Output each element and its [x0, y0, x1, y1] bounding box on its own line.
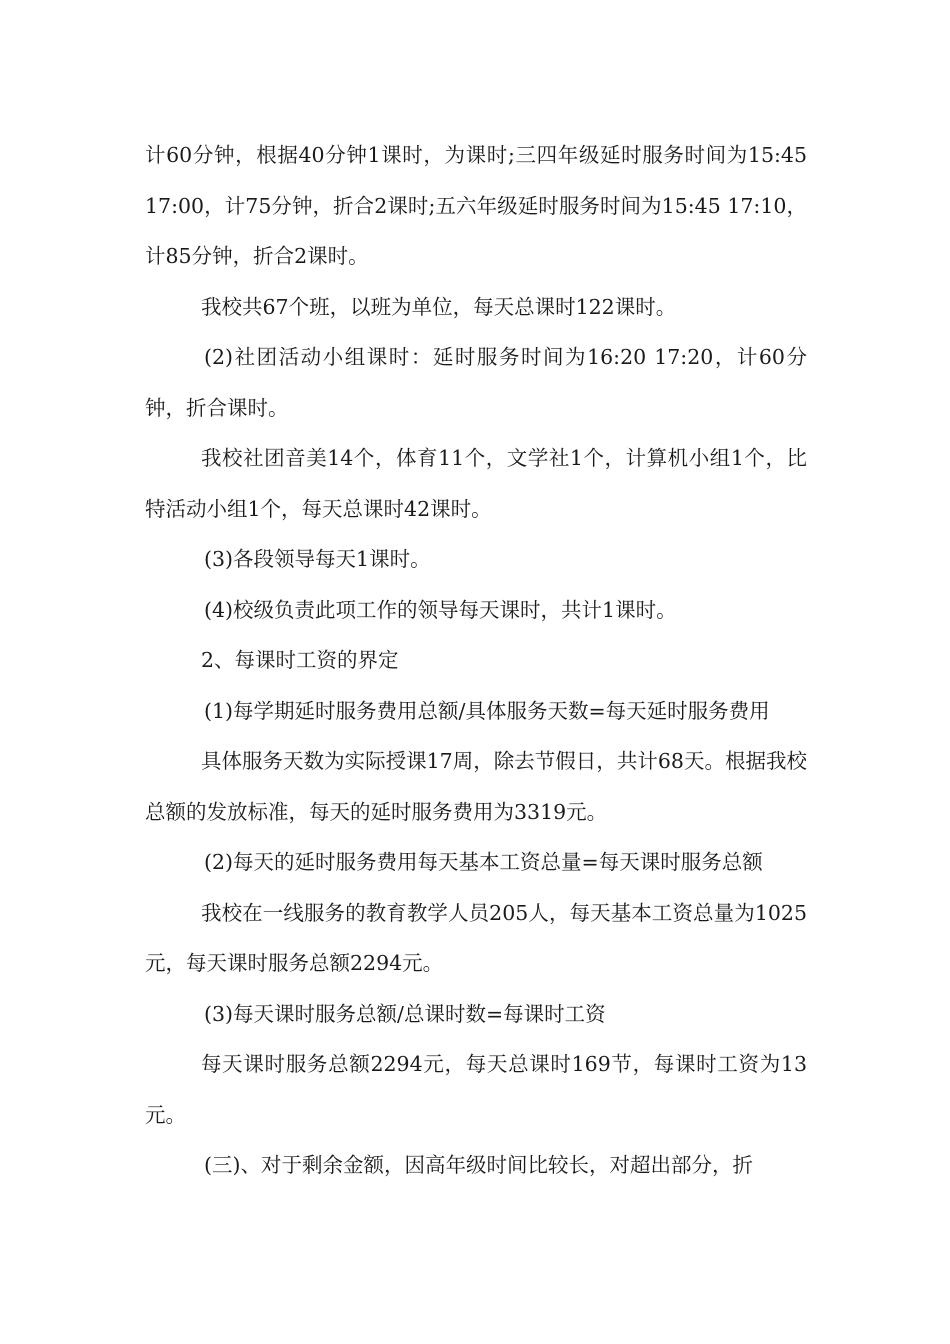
paragraph-class-hours-continued: 计60分钟，根据40分钟1课时，为课时;三四年级延时服务时间为15:45 17:00，计75分钟，折合2课时;五六年级延时服务时间为15:45 17:10，计85分钟，折合2课时。: [145, 143, 807, 268]
paragraph-total-classes: 我校共67个班，以班为单位，每天总课时122课时。: [201, 294, 677, 319]
paragraph-section-leaders: (3)各段领导每天1课时。: [204, 547, 431, 571]
paragraph-service-days: 具体服务天数为实际授课17周，除去节假日，共计68天。根据我校总额的发放标准，每天的延时服务费用为3319元。: [145, 749, 807, 824]
paragraph-school-leaders: (4)校级负责此项工作的领导每天课时，共计1课时。: [204, 597, 677, 622]
heading-wage-definition: 2、每课时工资的界定: [201, 648, 399, 672]
paragraph-formula-daily-total: (2)每天的延时服务费用每天基本工资总量=每天课时服务总额: [204, 850, 763, 874]
paragraph-club-hours: (2)社团活动小组课时：延时服务时间为16:20 17:20，计60分钟，折合课时。: [145, 345, 807, 420]
paragraph-hourly-wage-result: 每天课时服务总额2294元，每天总课时169节，每课时工资为13元。: [145, 1052, 807, 1127]
paragraph-club-count: 我校社团音美14个，体育11个，文学社1个，计算机小组1个，比特活动小组1个，每天总课时42课时。: [145, 446, 807, 521]
document-body: [145, 130, 807, 1191]
paragraph-remaining-amount: (三)、对于剩余金额，因高年级时间比较长，对超出部分，折: [204, 1153, 753, 1177]
paragraph-staff-wages: 我校在一线服务的教育教学人员205人，每天基本工资总量为1025元，每天课时服务总额2294元。: [145, 900, 807, 975]
paragraph-formula-daily-fee: (1)每学期延时服务费用总额/具体服务天数=每天延时服务费用: [204, 698, 770, 723]
paragraph-formula-hourly-wage: (3)每天课时服务总额/总课时数=每课时工资: [204, 1001, 606, 1026]
